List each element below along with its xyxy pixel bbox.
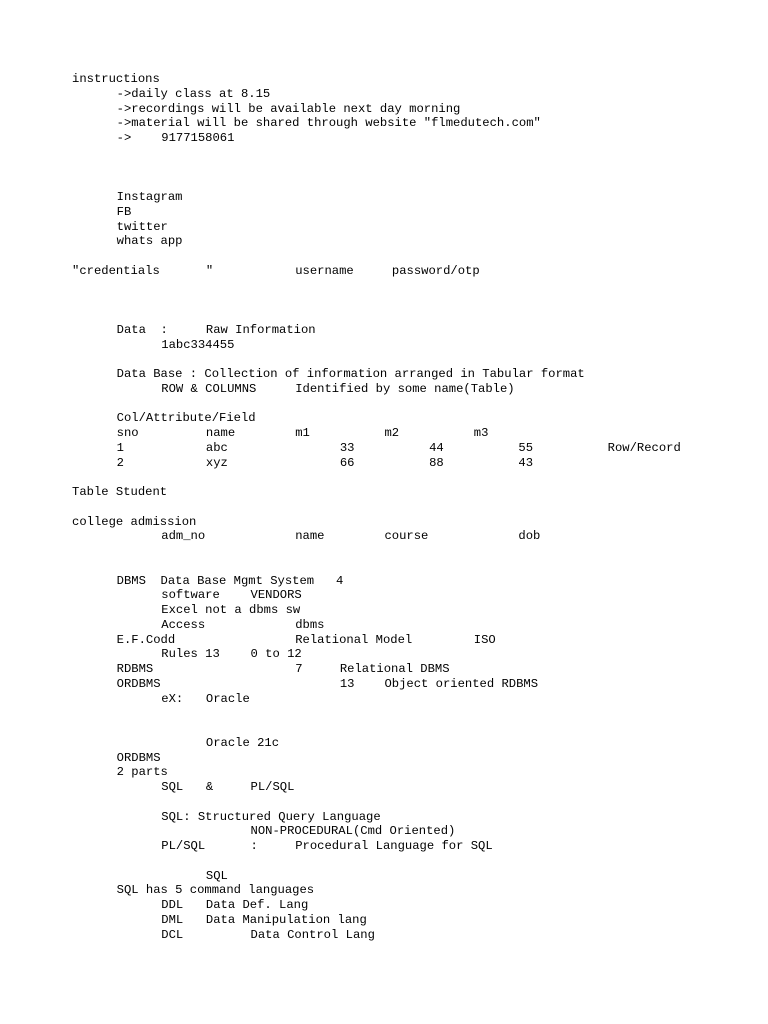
line-text: DDL [161,898,184,912]
line-text: ORDBMS [116,750,161,765]
document-line [72,751,752,766]
line-text: username [295,263,354,278]
document-line [72,72,752,87]
line-text: 33 [339,440,355,455]
line-text: 2 [116,455,124,470]
document-line [72,116,752,131]
line-text: ->daily class at 8.15 [116,86,271,101]
document-line [72,883,752,898]
document-line [72,175,752,190]
document-line [72,928,752,943]
document-line [72,780,752,795]
document-line [72,913,752,928]
document-line [72,131,752,146]
line-text: dob [518,529,541,544]
line-text: name [295,529,325,544]
line-text: 55 [518,440,534,455]
line-text: SQL [205,868,228,883]
document-line [72,190,752,205]
line-text: m1 [295,426,310,440]
document-line [72,426,752,441]
line-text: 7 [295,662,303,676]
document-line [72,205,752,220]
line-text: Procedural Language for SQL [295,839,493,853]
line-text: 9177158061 [161,131,235,145]
document-line [72,529,752,544]
line-text: Oracle 21c [205,735,280,750]
document-line [72,515,752,530]
document-line [72,810,752,825]
line-text: 1 [116,440,124,455]
document-line [72,352,752,367]
line-text: Data Base : Collection of information arranged in Tabular format [116,367,585,381]
line-text: Access [161,617,206,632]
document-line [72,633,752,648]
line-text: ORDBMS [116,676,161,691]
line-text: name [205,426,236,440]
document-line [72,706,752,721]
document-line [72,456,752,471]
line-text: ->recordings will be available next day morning [116,101,461,116]
line-text: SQL [161,780,184,794]
line-text: 1abc334455 [161,337,235,352]
document-line [72,588,752,603]
document-line [72,338,752,353]
document-line [72,500,752,515]
document-line [72,323,752,338]
line-text: DML [161,912,184,927]
line-text: twitter [116,219,168,234]
line-text: NON-PROCEDURAL(Cmd Oriented) [250,824,456,839]
document-line [72,249,752,264]
document-line [72,824,752,839]
line-text: RDBMS [116,662,154,676]
line-text: PL/SQL [250,780,295,794]
document-line [72,367,752,382]
document-line [72,559,752,574]
line-text: 44 [429,440,444,455]
line-text: abc [205,440,228,455]
document-line [72,839,752,854]
line-text: Data : [116,322,168,337]
line-text: "credentials [72,263,160,278]
line-text: Data Control Lang [250,927,375,942]
line-text: software [161,588,220,603]
document-line [72,574,752,589]
line-text: 0 to 12 [250,647,302,662]
document-line [72,382,752,397]
document-line [72,692,752,707]
line-text: Relational DBMS [339,662,450,676]
document-line [72,898,752,913]
line-text: eX: [161,691,184,706]
document-line [72,470,752,485]
document-line [72,293,752,308]
line-text: Relational Model [295,632,413,647]
line-text: course [384,529,429,544]
line-text: E.F.Codd [116,632,176,647]
line-text: adm_no [161,529,206,544]
line-text: Col/Attribute/Field [116,411,256,426]
document-line [72,647,752,662]
document-line [72,677,752,692]
document-line [72,146,752,161]
document-line [72,308,752,323]
document-line [72,544,752,559]
line-text: ->material will be shared through website "flmedutech.com" [116,116,541,131]
line-text: ISO [473,632,496,647]
line-text: Data Manipulation lang [205,912,367,927]
document-line [72,721,752,736]
line-text: dbms [295,617,325,632]
line-text: : [250,839,258,853]
document-line [72,869,752,884]
document-line [72,765,752,780]
line-text: Raw Information [205,322,316,337]
line-text: DBMS Data Base Mgmt System 4 [116,573,344,588]
line-text: instructions [72,72,160,86]
document-line [72,411,752,426]
line-text: Instagram [116,190,183,204]
document-line [72,102,752,117]
line-text: Identified by some name(Table) [295,381,515,396]
line-text: password/otp [391,263,480,278]
line-text: ROW & COLUMNS [161,381,257,396]
document-line [72,161,752,176]
document-line [72,662,752,677]
line-text: Oracle [205,691,250,706]
document-line [72,87,752,102]
document-line [72,795,752,810]
line-text: 66 [339,455,355,470]
line-text: xyz [205,455,228,470]
line-text: 2 parts [116,765,168,780]
line-text: SQL: Structured Query Language [161,809,381,824]
document-line [72,279,752,294]
line-text: -> [116,131,132,145]
line-text: 43 [518,455,534,470]
line-text: PL/SQL [161,839,206,853]
line-text: college admission [72,514,197,529]
document-line [72,397,752,412]
document-line [72,603,752,618]
line-text: 13 [339,676,355,691]
line-text: sno [116,426,139,440]
document-line [72,854,752,869]
document-line [72,618,752,633]
line-text: VENDORS [250,588,302,603]
line-text: Object oriented RDBMS [384,676,539,691]
line-text: FB [116,204,132,219]
line-text: m3 [473,426,489,440]
line-text: Data Def. Lang [205,898,309,912]
line-text: whats app [116,234,183,249]
line-text: Rules 13 [161,647,220,662]
line-text: " [205,263,214,278]
document-line [72,441,752,456]
line-text: & [205,780,214,794]
document-line [72,234,752,249]
document-line [72,264,752,279]
line-text: 88 [429,455,444,470]
line-text: Table Student [72,485,168,499]
document-line [72,736,752,751]
line-text: SQL has 5 command languages [116,883,315,898]
document-line [72,220,752,235]
document-body [72,72,752,942]
line-text: Row/Record [607,440,681,455]
line-text: DCL [161,927,184,942]
line-text: Excel not a dbms sw [161,603,301,617]
document-line [72,485,752,500]
line-text: m2 [384,426,400,440]
